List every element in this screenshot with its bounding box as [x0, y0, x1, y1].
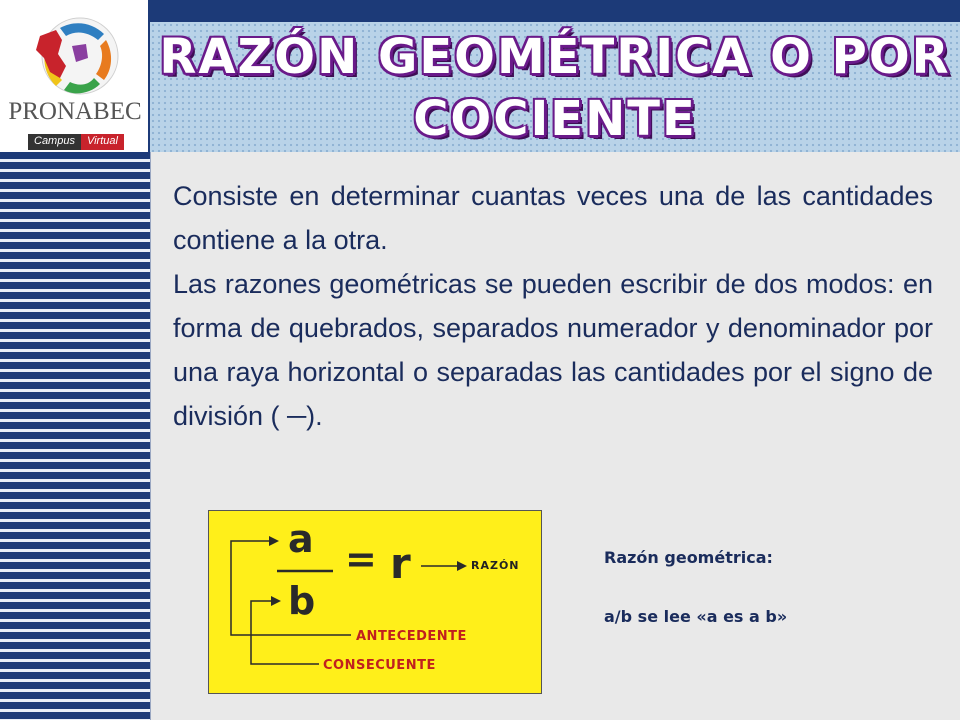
ratio-diagram	[208, 510, 542, 694]
razon-arrowhead	[457, 561, 467, 571]
campus-label: Campus	[28, 134, 81, 150]
campus-virtual-badge	[28, 134, 138, 150]
slide-title	[150, 26, 960, 150]
denominator-b: b	[288, 579, 316, 623]
equals-sign: =	[345, 537, 377, 581]
content-area	[151, 152, 960, 720]
top-strip	[150, 0, 960, 22]
consecuente-arrowhead	[271, 596, 281, 606]
globe-logo-icon	[22, 6, 122, 106]
numerator-a: a	[288, 517, 314, 561]
virtual-label: Virtual	[81, 134, 124, 150]
title-line-2: COCIENTE	[413, 91, 697, 147]
result-r: r	[390, 539, 411, 588]
label-consecuente: CONSECUENTE	[323, 658, 436, 673]
paragraph-notation: Las razones geométricas se pueden escribir de dos modos: en forma de quebrados, separados numerador y denominador por una raya horizontal o separadas las cantidades por el signo de división ( ─).	[173, 269, 933, 431]
logo-wordmark: PRONABEC	[8, 98, 142, 125]
label-antecedente: ANTECEDENTE	[356, 629, 467, 644]
side-reading: a/b se lee «a es a b»	[604, 607, 788, 626]
title-banner	[150, 22, 960, 152]
pronabec-logo	[0, 0, 150, 152]
label-razon: RAZÓN	[471, 559, 520, 572]
antecedente-arrowhead	[269, 536, 279, 546]
left-striped-band	[0, 152, 151, 720]
paragraph-definition: Consiste en determinar cuantas veces una de las cantidades contiene a la otra.	[173, 181, 933, 255]
title-line-1: RAZÓN GEOMÉTRICA O POR	[159, 29, 951, 85]
side-heading: Razón geométrica:	[604, 548, 773, 567]
